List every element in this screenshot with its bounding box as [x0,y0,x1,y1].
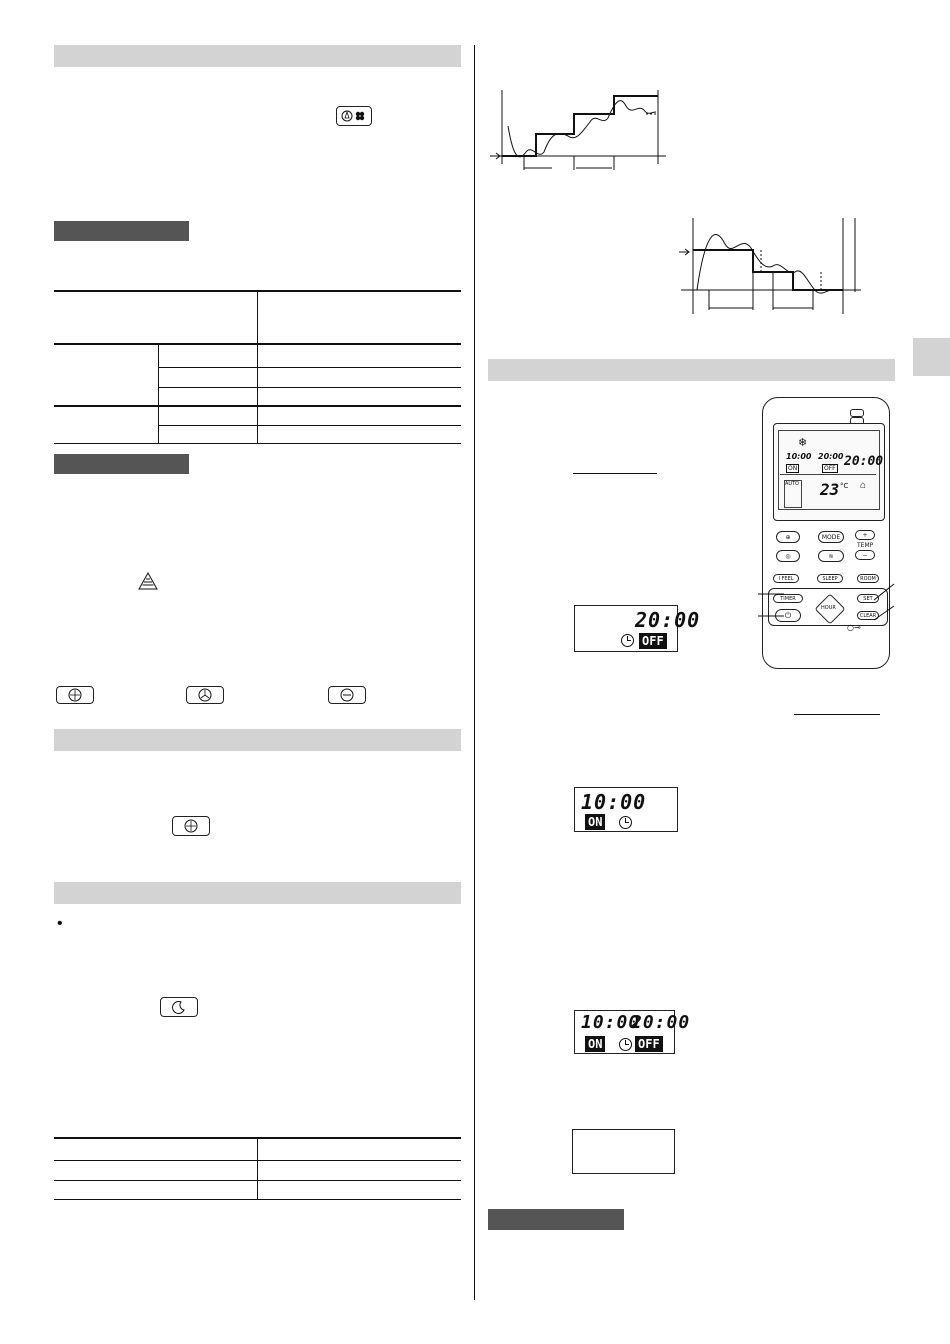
remote-dry-button[interactable]: ≋ [818,550,844,562]
lcd-on-state: ON [585,814,605,830]
clock-icon [619,816,632,829]
lcd-on-time: 10:00 [581,790,647,814]
remote-set-button[interactable]: SET [857,594,879,603]
lcd-off-state: OFF [635,1036,663,1052]
bullet: • [57,915,63,932]
section-bar-3 [54,882,461,904]
fan-low-button-icon [328,686,366,704]
ir-window-icon [850,409,864,417]
clock-icon [621,634,634,647]
remote-lcd [773,423,885,521]
timer-section-bar [488,359,895,381]
note-heading-1 [54,221,189,241]
remote-fan-button[interactable]: ⊕ [776,531,800,543]
lcd-on-time: 10:00 [581,1012,641,1033]
lcd-timer-on-off [574,1010,691,1054]
remote-swing-button[interactable]: ◎ [776,550,800,562]
side-tab [913,338,950,376]
remote-timer-button[interactable]: TIMER [773,594,803,603]
fan-button-icon [172,816,210,836]
remote-room-button[interactable]: ROOM [857,574,879,583]
lcd-blank [572,1129,675,1174]
temperature-step-graph-1 [486,82,672,174]
remote-ifeel-button[interactable]: I FEEL [773,574,799,583]
note-heading-3 [488,1209,624,1230]
remote-off-time: 20:00 [818,452,844,461]
remote-temp-label: TEMP [857,542,874,549]
underline-1 [573,473,657,474]
column-divider [474,45,475,1300]
section-bar-fan [54,45,461,67]
remote-auto: AUTO [785,481,800,487]
auto-fan-button-icon [56,686,94,704]
remote-clear-button[interactable]: CLEAR [857,611,879,620]
remote-temp-down-button[interactable]: − [855,550,875,560]
remote-unit: °C [840,482,849,490]
remote-mode-button[interactable]: MODE [818,531,844,543]
temperature-step-graph-2 [675,214,865,324]
clock-icon [619,1038,632,1051]
lcd-off-time: 20:00 [635,608,701,632]
remote-clock: 20:00 [844,454,884,469]
remote-off-label: OFF [824,465,836,472]
fan-mode-button-icon [336,106,372,126]
lock-icon: ○⊸ [847,623,861,632]
remote-power-button[interactable]: ⏻ [775,609,801,622]
lcd-off-time: 20:00 [631,1012,691,1033]
note-heading-2 [54,454,189,474]
fan-level-icon [138,572,158,590]
sleep-button-icon [160,997,198,1017]
lcd-timer-on [574,787,678,832]
remote-sleep-button[interactable]: SLEEP [817,574,843,583]
fan-mid-button-icon [186,686,224,704]
section-bar-2 [54,729,461,751]
remote-temp-up-button[interactable]: + [855,530,875,540]
lcd-timer-off [574,605,701,652]
house-icon: ⌂ [860,480,867,491]
lcd-off-state: OFF [639,633,667,649]
lcd-on-state: ON [585,1036,605,1052]
remote-callout-lines [756,580,896,630]
snowflake-icon: ❄ [798,437,808,449]
underline-2 [794,714,880,715]
remote-hour-label: HOUR [821,605,836,611]
remote-on-label: ON [788,465,798,472]
remote-temp: 23 [820,480,840,499]
remote-on-time: 10:00 [786,452,812,461]
